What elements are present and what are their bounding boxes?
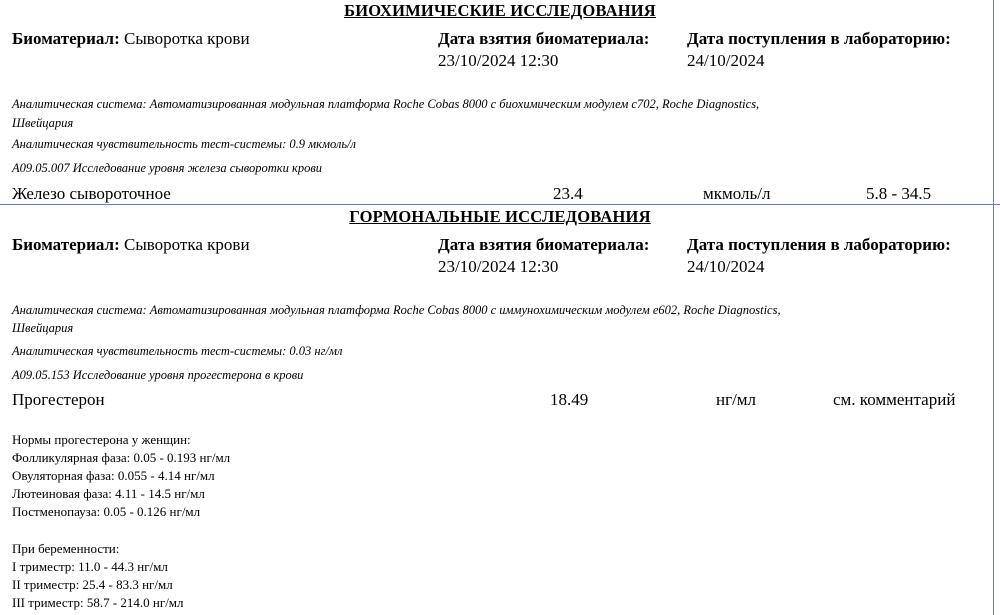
biomaterial-value: Сыворотка крови (123, 235, 250, 254)
test-code-line: A09.05.153 Исследование уровня прогестерона в крови (12, 368, 304, 382)
page-border (993, 0, 994, 615)
comment-line: Лютеиновая фаза: 4.11 - 14.5 нг/мл (12, 486, 205, 501)
biomaterial-value: Сыворотка крови (123, 29, 250, 48)
arrival-date-label: Дата поступления в лабораторию: (687, 235, 951, 254)
result-value: 18.49 (550, 390, 589, 409)
comment-line: Овуляторная фаза: 0.055 - 4.14 нг/мл (12, 468, 215, 483)
arrival-date-value: 24/10/2024 (687, 51, 765, 70)
result-reference: см. комментарий (833, 390, 956, 409)
collection-date-label: Дата взятия биоматериала: (438, 235, 650, 254)
comment-line: II триместр: 25.4 - 83.3 нг/мл (12, 577, 173, 592)
result-name: Железо сывороточное (12, 184, 171, 203)
result-unit: мкмоль/л (703, 184, 771, 203)
result-name: Прогестерон (12, 390, 105, 409)
analytic-system-line: Аналитическая система: Автоматизированная модульная платформа Roche Cobas 8000 с биохимическим модулем c702, Roche Diagnostics, (12, 97, 760, 111)
analytic-system-country: Швейцария (12, 116, 74, 130)
comment-line: I триместр: 11.0 - 44.3 нг/мл (12, 559, 168, 574)
biomaterial-row (12, 235, 250, 255)
comment-line: Фолликулярная фаза: 0.05 - 0.193 нг/мл (12, 450, 231, 465)
result-unit: нг/мл (716, 390, 757, 409)
result-value: 23.4 (553, 184, 583, 203)
comment-norms-title: Нормы прогестерона у женщин: (12, 432, 191, 447)
comment-line: Постменопауза: 0.05 - 0.126 нг/мл (12, 504, 201, 519)
biomaterial-label: Биоматериал: (12, 235, 120, 254)
result-reference: 5.8 - 34.5 (866, 184, 932, 203)
analytic-system-line: Аналитическая система: Автоматизированная модульная платформа Roche Cobas 8000 с иммунохимическим модулем e602, Roche Diagnostics, (12, 303, 781, 317)
comment-pregnancy-title: При беременности: (12, 541, 120, 556)
arrival-date-label: Дата поступления в лабораторию: (687, 29, 951, 48)
sensitivity-line: Аналитическая чувствительность тест-системы: 0.9 мкмоль/л (12, 137, 356, 151)
section-title-biochemistry: БИОХИМИЧЕСКИЕ ИССЛЕДОВАНИЯ (344, 1, 656, 20)
arrival-date-value: 24/10/2024 (687, 257, 765, 276)
analytic-system-country: Швейцария (12, 321, 74, 335)
collection-date-value: 23/10/2024 12:30 (438, 51, 559, 70)
collection-date-label: Дата взятия биоматериала: (438, 29, 650, 48)
biomaterial-row (12, 29, 250, 49)
collection-date-value: 23/10/2024 12:30 (438, 257, 559, 276)
comment-line: III триместр: 58.7 - 214.0 нг/мл (12, 595, 184, 610)
section-title-hormonal: ГОРМОНАЛЬНЫЕ ИССЛЕДОВАНИЯ (349, 207, 651, 226)
biomaterial-label: Биоматериал: (12, 29, 120, 48)
test-code-line: A09.05.007 Исследование уровня железа сыворотки крови (12, 161, 323, 175)
section-divider (0, 204, 1000, 205)
sensitivity-line: Аналитическая чувствительность тест-системы: 0.03 нг/мл (12, 344, 343, 358)
